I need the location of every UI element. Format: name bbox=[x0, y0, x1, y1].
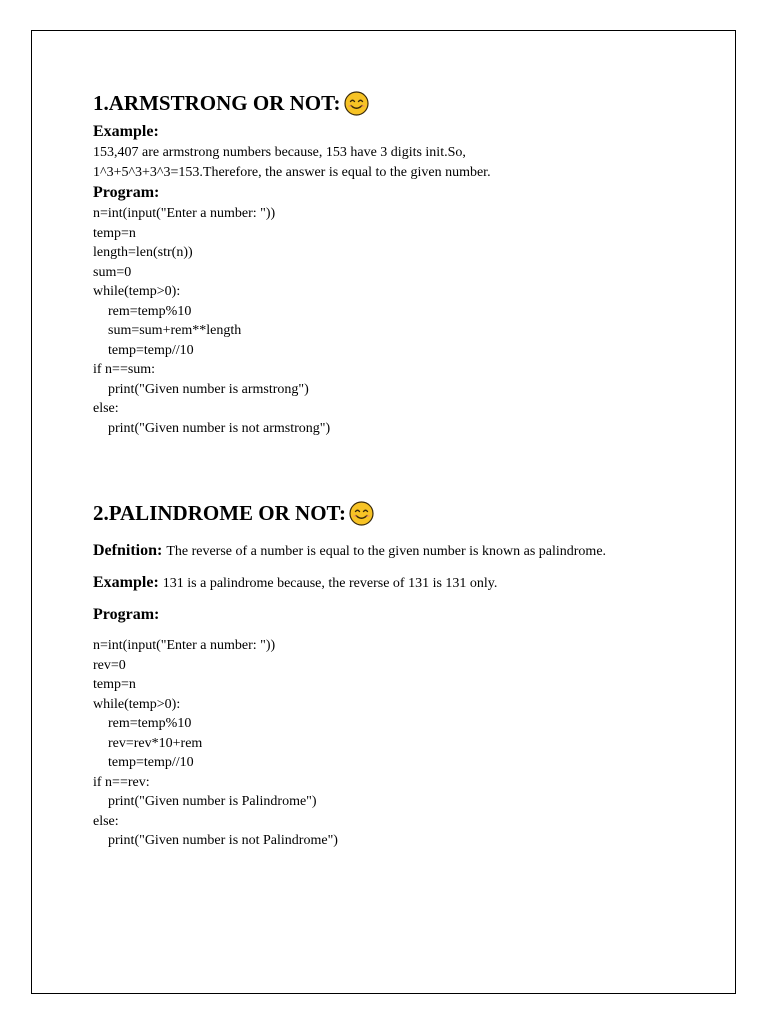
section1-title-text: 1.ARMSTRONG OR NOT: bbox=[93, 91, 341, 115]
section2-code-block bbox=[93, 636, 338, 851]
section2-example bbox=[93, 573, 497, 594]
example-line: 153,407 are armstrong numbers because, 153 have 3 digits init.So, bbox=[93, 145, 466, 160]
smiling-face-icon bbox=[344, 91, 369, 116]
code-line: while(temp>0): bbox=[93, 284, 181, 299]
code-line: while(temp>0): bbox=[93, 696, 181, 712]
smiling-face-icon bbox=[349, 501, 374, 526]
definition-label: Defnition: bbox=[93, 542, 163, 559]
section2-title bbox=[93, 500, 374, 526]
code-line: temp=n bbox=[93, 677, 136, 692]
code-line: if n==sum: bbox=[93, 362, 156, 377]
definition-text: The reverse of a number is equal to the given number is known as palindrome. bbox=[166, 544, 607, 559]
code-line: n=int(input("Enter a number: ")) bbox=[93, 206, 276, 221]
code-line: else: bbox=[93, 401, 119, 416]
section1-example-text bbox=[93, 143, 491, 182]
code-line: print("Given number is armstrong") bbox=[108, 381, 309, 397]
code-line: rev=rev*10+rem bbox=[108, 735, 203, 751]
section1-title bbox=[93, 90, 369, 116]
section2-program-label: Program: bbox=[93, 606, 160, 623]
code-line: print("Given number is not armstrong") bbox=[108, 420, 331, 436]
example-text: 131 is a palindrome because, the reverse of 131 is 131 only. bbox=[162, 576, 498, 591]
code-line: print("Given number is not Palindrome") bbox=[108, 833, 338, 848]
code-line: rem=temp%10 bbox=[108, 303, 192, 319]
code-line: sum=sum+rem**length bbox=[108, 323, 242, 338]
code-line: if n==rev: bbox=[93, 774, 150, 790]
section1-code-block bbox=[93, 204, 330, 438]
section2-definition bbox=[93, 541, 606, 562]
code-line: else: bbox=[93, 813, 119, 829]
section1-example-label: Example: bbox=[93, 123, 159, 140]
code-line: rev=0 bbox=[93, 657, 126, 673]
code-line: n=int(input("Enter a number: ")) bbox=[93, 638, 276, 653]
code-line: sum=0 bbox=[93, 264, 132, 280]
code-line: print("Given number is Palindrome") bbox=[108, 794, 317, 809]
section2-title-text: 2.PALINDROME OR NOT: bbox=[93, 501, 346, 525]
code-line: length=len(str(n)) bbox=[93, 245, 193, 260]
code-line: rem=temp%10 bbox=[108, 716, 192, 731]
section1-program-label: Program: bbox=[93, 184, 160, 201]
example-line: 1^3+5^3+3^3=153.Therefore, the answer is equal to the given number. bbox=[93, 164, 491, 180]
code-line: temp=temp//10 bbox=[108, 755, 194, 770]
code-line: temp=temp//10 bbox=[108, 342, 194, 358]
example-label: Example: bbox=[93, 574, 159, 591]
code-line: temp=n bbox=[93, 225, 136, 241]
